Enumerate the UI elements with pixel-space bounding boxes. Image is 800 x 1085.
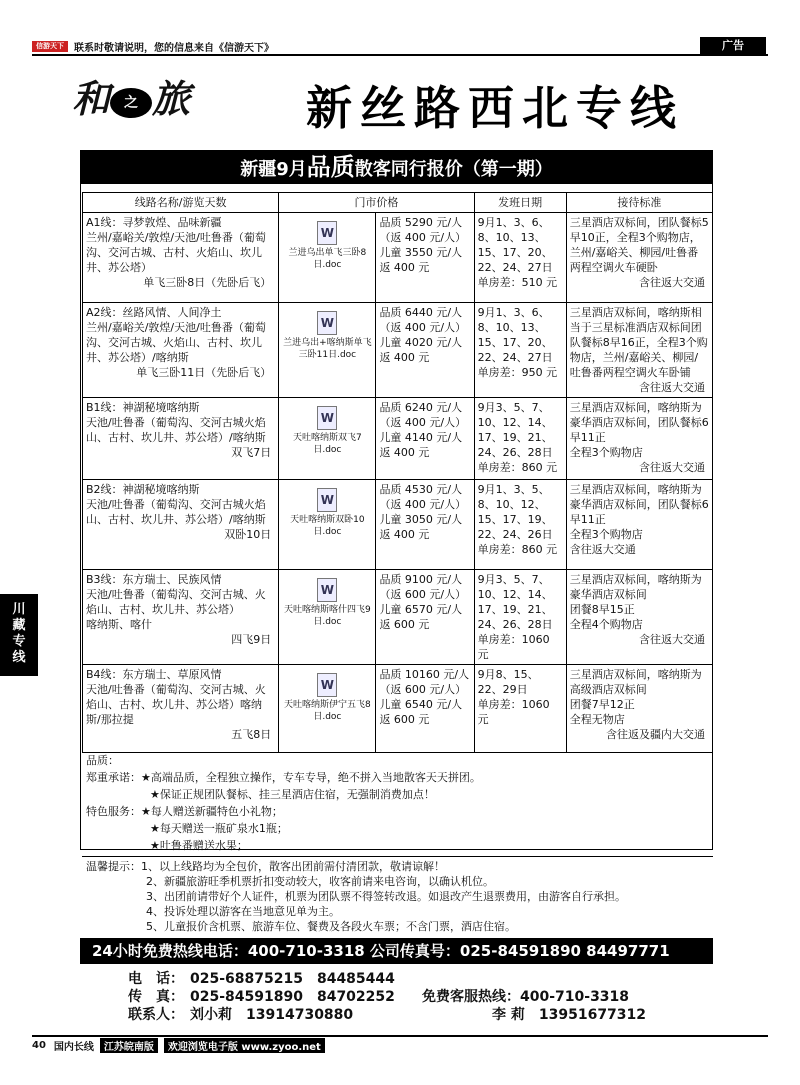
- doc-filename[interactable]: 天吐喀纳斯双飞7日.doc: [293, 433, 362, 455]
- transport-note: 含往返大交通: [639, 381, 705, 394]
- price-cell: [376, 303, 474, 398]
- person-1: 刘小莉 13914730880: [190, 1007, 354, 1023]
- notes-section: [82, 750, 713, 856]
- standard-cell: [566, 570, 712, 665]
- date-text: 9月3、5、7、10、12、14、17、19、21、24、26、28日 单房差：860 元: [477, 401, 558, 474]
- footer: [32, 1035, 768, 1053]
- transport-note: 含往返大交通: [639, 461, 705, 474]
- route-days: 四飞9日: [231, 633, 272, 646]
- date-text: 9月3、5、7、10、12、14、17、19、21、24、26、28日 单房差：1060 元: [477, 573, 553, 661]
- doc-cell: [279, 398, 376, 480]
- publisher-logo: 信游天下: [32, 41, 68, 52]
- price-cell: [376, 570, 474, 665]
- route-cell: [83, 213, 279, 303]
- route-days: 五飞8日: [231, 728, 272, 741]
- col-route: 线路名称/游览天数: [83, 193, 279, 213]
- table-row: [83, 398, 713, 480]
- route-text: B3线：东方瑞士、民族风情 天池/吐鲁番（葡萄沟、交河古城、火焰山、古村、坎儿井、苏公塔） 喀纳斯、喀什: [86, 573, 266, 631]
- price-cell: [376, 398, 474, 480]
- doc-filename[interactable]: 天吐喀纳斯伊宁五飞8日.doc: [284, 700, 371, 722]
- brand-ring: 之: [110, 88, 152, 118]
- col-date: 发班日期: [474, 193, 566, 213]
- date-cell: [474, 398, 566, 480]
- standard-text: 三星酒店双标间，喀纳斯为豪华酒店双标间，团队餐标6早11正 全程3个购物店 含往返大交通: [569, 483, 709, 556]
- promise-item: ★保证正规团队餐标、挂三星酒店住宿，无强制消费加点！: [150, 788, 435, 801]
- table-row: [83, 665, 713, 753]
- edition: 江苏皖南版: [100, 1038, 158, 1053]
- tip-item: 2、新疆旅游旺季机票折扣变动较大，收客前请来电咨询，以确认机位。: [146, 875, 494, 888]
- top-rule: [32, 54, 768, 56]
- quality-label: 品质：: [86, 754, 119, 767]
- col-price: 门市价格: [279, 193, 474, 213]
- band-pre: 新疆9月: [240, 159, 307, 180]
- route-days: 双卧10日: [224, 528, 272, 541]
- standard-text: 三星酒店双标间，团队餐标5早10正，全程3个购物店，兰州/嘉峪关、柳园/吐鲁番两程空调火车硬卧: [569, 216, 709, 274]
- transport-note: 含往返及疆内大交通: [606, 728, 705, 741]
- price-text: 品质 6240 元/人 （返 400 元/人） 儿童 4140 元/人 返 400 元: [379, 401, 467, 459]
- website[interactable]: 欢迎浏览电子版 www.zyoo.net: [164, 1038, 325, 1053]
- contacts: [128, 970, 688, 1024]
- table-row: [83, 303, 713, 398]
- transport-note: 含往返大交通: [639, 276, 705, 289]
- special-item: ★每天赠送一瓶矿泉水1瓶；: [150, 822, 288, 835]
- person-label: 联系人：: [128, 1007, 184, 1023]
- standard-cell: [566, 665, 712, 753]
- doc-cell: [279, 213, 376, 303]
- word-doc-icon[interactable]: W: [317, 578, 337, 602]
- route-days: 双飞7日: [231, 446, 272, 459]
- date-cell: [474, 570, 566, 665]
- doc-filename[interactable]: 兰进乌出单飞三卧8日.doc: [288, 248, 367, 270]
- doc-cell: [279, 665, 376, 753]
- standard-text: 三星酒店双标间，喀纳斯相当于三星标准酒店双标间团队餐标8早16正，全程3个购物店，兰州/嘉峪关、柳园/吐鲁番两程空调火车卧铺: [569, 306, 708, 379]
- date-text: 9月8、15、22、29日 单房差：1060 元: [477, 668, 550, 726]
- doc-cell: [279, 480, 376, 570]
- standard-text: 三星酒店双标间，喀纳斯为豪华酒店双标间，团队餐标6早11正 全程3个购物店: [569, 401, 709, 459]
- date-cell: [474, 480, 566, 570]
- standard-cell: [566, 480, 712, 570]
- route-cell: [83, 665, 279, 753]
- price-text: 品质 6440 元/人 （返 400 元/人） 儿童 4020 元/人 返 400 元: [379, 306, 467, 364]
- route-text: B4线：东方瑞士、草原风情 天池/吐鲁番（葡萄沟、交河古城、火焰山、古村、坎儿井、苏公塔）喀纳斯/那拉提: [86, 668, 266, 726]
- subtitle-band: [80, 150, 713, 184]
- person-2: 李 莉 13951677312: [492, 1007, 647, 1023]
- route-text: B2线：神湖秘境喀纳斯 天池/吐鲁番（葡萄沟、交河古城火焰山、古村、坎儿井、苏公塔）/喀纳斯: [86, 483, 266, 526]
- table-row: [83, 213, 713, 303]
- date-text: 9月1、3、6、8、10、13、15、17、20、22、24、27日 单房差：950 元: [477, 306, 558, 379]
- standard-cell: [566, 303, 712, 398]
- standard-cell: [566, 213, 712, 303]
- tel-label: 电 话：: [128, 971, 184, 987]
- band-highlight: 品质: [306, 153, 355, 181]
- special-item: ★每人赠送新疆特色小礼物；: [141, 805, 283, 818]
- special-label: 特色服务：: [86, 805, 141, 818]
- table-row: [83, 570, 713, 665]
- word-doc-icon[interactable]: W: [317, 488, 337, 512]
- tips-section: [82, 856, 713, 936]
- tip-item: 1、以上线路均为全包价，散客出团前需付清团款，敬请谅解！: [141, 860, 445, 873]
- hotline-band: 24小时免费热线电话：400-710-3318 公司传真号：025-84591890 84497771: [80, 938, 713, 964]
- tip-item: 4、投诉处理以游客在当地意见单为主。: [146, 905, 340, 918]
- word-doc-icon[interactable]: W: [317, 406, 337, 430]
- price-text: 品质 5290 元/人 （返 400 元/人） 儿童 3550 元/人 返 400 元: [379, 216, 467, 274]
- side-text: 川藏专线: [12, 602, 26, 665]
- promise-label: 郑重承诺：: [86, 771, 141, 784]
- word-doc-icon[interactable]: W: [317, 311, 337, 335]
- special-item: ★吐鲁番赠送水果；: [150, 839, 248, 852]
- route-days: 单飞三卧8日（先卧后飞）: [143, 276, 272, 289]
- band-post: 散客同行报价（第一期）: [354, 159, 553, 180]
- price-text: 品质 10160 元/人 （返 600 元/人） 儿童 6540 元/人 返 600 元: [379, 668, 470, 726]
- route-cell: [83, 398, 279, 480]
- route-days: 单飞三卧11日（先卧后飞）: [136, 366, 272, 379]
- free-label: 免费客服热线：: [422, 989, 520, 1005]
- word-doc-icon[interactable]: W: [317, 673, 337, 697]
- doc-filename[interactable]: 天吐喀纳斯双卧10日.doc: [290, 515, 365, 537]
- route-text: A2线：丝路风情、人间净土 兰州/嘉峪关/敦煌/天池/吐鲁番（葡萄沟、交河古城、火焰山、古村、坎儿井、苏公塔）/喀纳斯: [86, 306, 266, 364]
- date-cell: [474, 303, 566, 398]
- standard-cell: [566, 398, 712, 480]
- side-tab: [0, 594, 38, 676]
- doc-cell: [279, 570, 376, 665]
- date-cell: [474, 665, 566, 753]
- word-doc-icon[interactable]: W: [317, 221, 337, 245]
- brand-char-2: 旅: [152, 76, 191, 121]
- price-cell: [376, 213, 474, 303]
- section-name: 国内长线: [53, 1041, 94, 1053]
- fax-label: 传 真：: [128, 989, 184, 1005]
- doc-filename[interactable]: 兰进乌出+喀纳斯单飞三卧11日.doc: [283, 338, 372, 360]
- tips-label: 温馨提示：: [86, 860, 141, 873]
- price-table: [82, 192, 713, 753]
- col-standard: 接待标准: [566, 193, 712, 213]
- standard-text: 三星酒店双标间，喀纳斯为豪华酒店双标间 团餐8早15正 全程4个购物店: [569, 573, 702, 631]
- transport-note: 含往返大交通: [639, 633, 705, 646]
- free-value: 400-710-3318: [520, 989, 630, 1005]
- date-cell: [474, 213, 566, 303]
- fax-value: 025-84591890 84702252: [190, 989, 395, 1005]
- brand-char-1: 和: [72, 76, 111, 121]
- page-number: 40: [32, 1039, 46, 1051]
- ad-tag: 广告: [700, 37, 766, 54]
- source-note: 联系时敬请说明，您的信息来自《信游天下》: [74, 42, 274, 54]
- brand-logo: [72, 68, 262, 146]
- route-text: A1线：寻梦敦煌、品味新疆 兰州/嘉峪关/敦煌/天池/吐鲁番（葡萄沟、交河古城、古村、火焰山、坎儿井、苏公塔）: [86, 216, 266, 274]
- price-text: 品质 9100 元/人 （返 600 元/人） 儿童 6570 元/人 返 600 元: [379, 573, 467, 631]
- tip-item: 5、儿童报价含机票、旅游车位、餐费及各段火车票；不含门票，酒店住宿。: [146, 920, 516, 933]
- price-cell: [376, 665, 474, 753]
- price-panel: [80, 184, 713, 933]
- route-cell: [83, 570, 279, 665]
- doc-cell: [279, 303, 376, 398]
- promise-item: ★高端品质，全程独立操作，专车专导，绝不拼入当地散客天天拼团。: [141, 771, 481, 784]
- tel-value: 025-68875215 84485444: [190, 971, 395, 987]
- price-text: 品质 4530 元/人 （返 400 元/人） 儿童 3050 元/人 返 400 元: [379, 483, 467, 541]
- price-cell: [376, 480, 474, 570]
- tip-item: 3、出团前请带好个人证件，机票为团队票不得签转改退。如退改产生退票费用，由游客自行承担。: [146, 890, 626, 903]
- route-cell: [83, 480, 279, 570]
- route-text: B1线：神湖秘境喀纳斯 天池/吐鲁番（葡萄沟、交河古城火焰山、古村、坎儿井、苏公塔）/喀纳斯: [86, 401, 266, 444]
- top-bar: [32, 38, 708, 54]
- page-title: 新丝路西北专线: [306, 81, 684, 135]
- date-text: 9月1、3、5、8、10、12、15、17、19、22、24、26日 单房差：860 元: [477, 483, 558, 556]
- route-cell: [83, 303, 279, 398]
- date-text: 9月1、3、6、8、10、13、15、17、20、22、24、27日 单房差：510 元: [477, 216, 558, 289]
- doc-filename[interactable]: 天吐喀纳斯喀什四飞9日.doc: [284, 605, 371, 627]
- standard-text: 三星酒店双标间，喀纳斯为高级酒店双标间 团餐7早12正 全程无物店: [569, 668, 702, 726]
- table-row: [83, 480, 713, 570]
